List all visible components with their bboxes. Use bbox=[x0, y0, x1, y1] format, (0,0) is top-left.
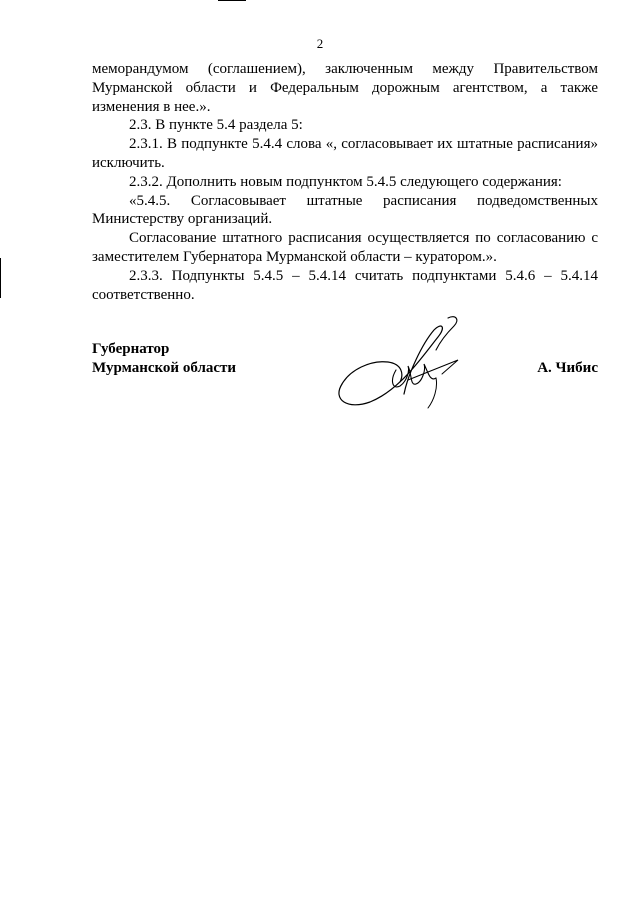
signatory-position bbox=[92, 340, 236, 378]
paragraph-quote-5-4-5: «5.4.5. Согласовывает штатные расписания подведомственных Министерству организаций. bbox=[92, 192, 598, 228]
scan-edge-mark-left bbox=[0, 258, 1, 298]
signatory-name: А. Чибис bbox=[537, 360, 598, 376]
handwritten-signature bbox=[330, 312, 470, 412]
paragraph-continuation: меморандумом (соглашением), заключенным между Правительством Мурманской области и Федеральным дорожным агентством, а также изменения в нее.». bbox=[92, 61, 598, 115]
page-number: 2 bbox=[316, 36, 324, 51]
signatory-position-line2: Мурманской области bbox=[92, 359, 237, 376]
paragraph-item-2-3-3: 2.3.3. Подпункты 5.4.5 – 5.4.14 считать подпунктами 5.4.6 – 5.4.14 соответственно. bbox=[92, 267, 598, 303]
paragraph-item-2-3: 2.3. В пункте 5.4 раздела 5: bbox=[129, 117, 303, 134]
signatory-position-line1: Губернатор bbox=[92, 341, 170, 357]
paragraph-item-2-3-2: 2.3.2. Дополнить новым подпунктом 5.4.5 следующего содержания: bbox=[129, 173, 562, 190]
paragraph-agreement: Согласование штатного расписания осуществляется по согласованию с заместителем Губернатора Мурманской области – куратором.». bbox=[92, 230, 598, 265]
paragraph-item-2-3-1: 2.3.1. В подпункте 5.4.4 слова «, согласовывает их штатные расписания» исключить. bbox=[92, 136, 598, 171]
document-body bbox=[92, 60, 598, 304]
scan-edge-mark-top bbox=[218, 0, 246, 1]
